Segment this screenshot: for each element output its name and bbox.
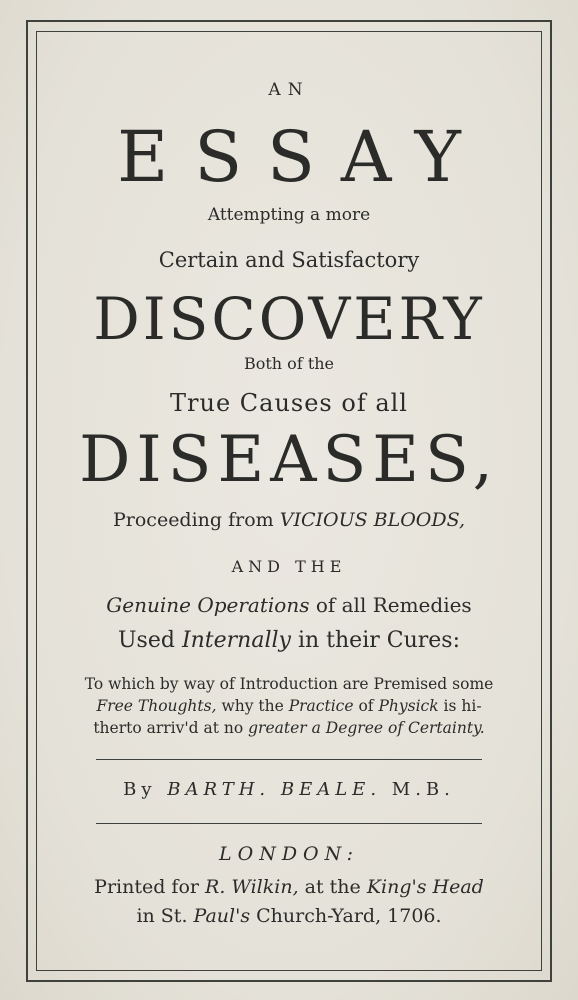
author-byline xyxy=(36,779,542,800)
subtitle-attempting: Attempting a more xyxy=(207,205,371,225)
used-post: in their Cures: xyxy=(290,628,460,653)
imprint-line-2 xyxy=(36,905,542,927)
printed1-c: at the xyxy=(298,876,367,898)
genuine-rest: of all Remedies xyxy=(309,593,472,617)
subtitle-both: Both of the xyxy=(243,354,335,373)
intro2-c: Practice xyxy=(288,697,354,715)
subtitle-used xyxy=(36,628,542,653)
printed2-c: Church-Yard, 1706. xyxy=(250,905,442,927)
used-pre: Used xyxy=(118,628,182,653)
intro3-a: therto arriv'd at no xyxy=(93,719,249,737)
proceeding-italic: VICIOUS BLOODS, xyxy=(279,509,465,531)
proceeding-prefix: Proceeding from xyxy=(113,509,280,531)
subtitle-certain: Certain and Satisfactory xyxy=(158,248,420,272)
byline-degree: M.B. xyxy=(381,779,455,800)
printed2-b: Paul's xyxy=(193,905,251,927)
subtitle-and-the: AND THE xyxy=(231,557,347,576)
intro2-f: is hi- xyxy=(438,697,482,715)
printed2-a: in St. xyxy=(136,905,194,927)
heading-essay: ESSAY xyxy=(117,116,487,198)
divider-rule-bottom xyxy=(96,823,482,824)
printed1-b: R. Wilkin, xyxy=(205,876,299,898)
genuine-italic: Genuine Operations xyxy=(106,593,310,617)
heading-diseases: DISEASES, xyxy=(79,423,499,497)
intro-line-1: To which by way of Introduction are Premised some xyxy=(84,675,494,693)
intro2-a: Free Thoughts, xyxy=(96,697,217,715)
heading-an: AN xyxy=(268,80,310,100)
heading-discovery: DISCOVERY xyxy=(93,285,485,353)
byline-author: BARTH. BEALE. xyxy=(167,779,382,800)
printed1-a: Printed for xyxy=(94,876,206,898)
subtitle-proceeding xyxy=(36,509,542,531)
printed1-d: King's Head xyxy=(366,876,484,898)
intro2-b: why the xyxy=(216,697,289,715)
intro2-e: Physick xyxy=(378,697,439,715)
used-italic: Internally xyxy=(181,628,291,653)
byline-by: By xyxy=(123,779,168,800)
subtitle-genuine xyxy=(36,593,542,617)
intro-line-2 xyxy=(36,697,542,715)
imprint-city: LONDON: xyxy=(219,843,359,865)
imprint-line-1 xyxy=(36,876,542,898)
intro2-d: of xyxy=(353,697,379,715)
divider-rule-top xyxy=(96,759,482,760)
subtitle-true-causes: True Causes of all xyxy=(170,389,408,417)
intro3-b: greater a Degree of Certainty. xyxy=(248,719,485,737)
intro-line-3 xyxy=(36,719,542,737)
